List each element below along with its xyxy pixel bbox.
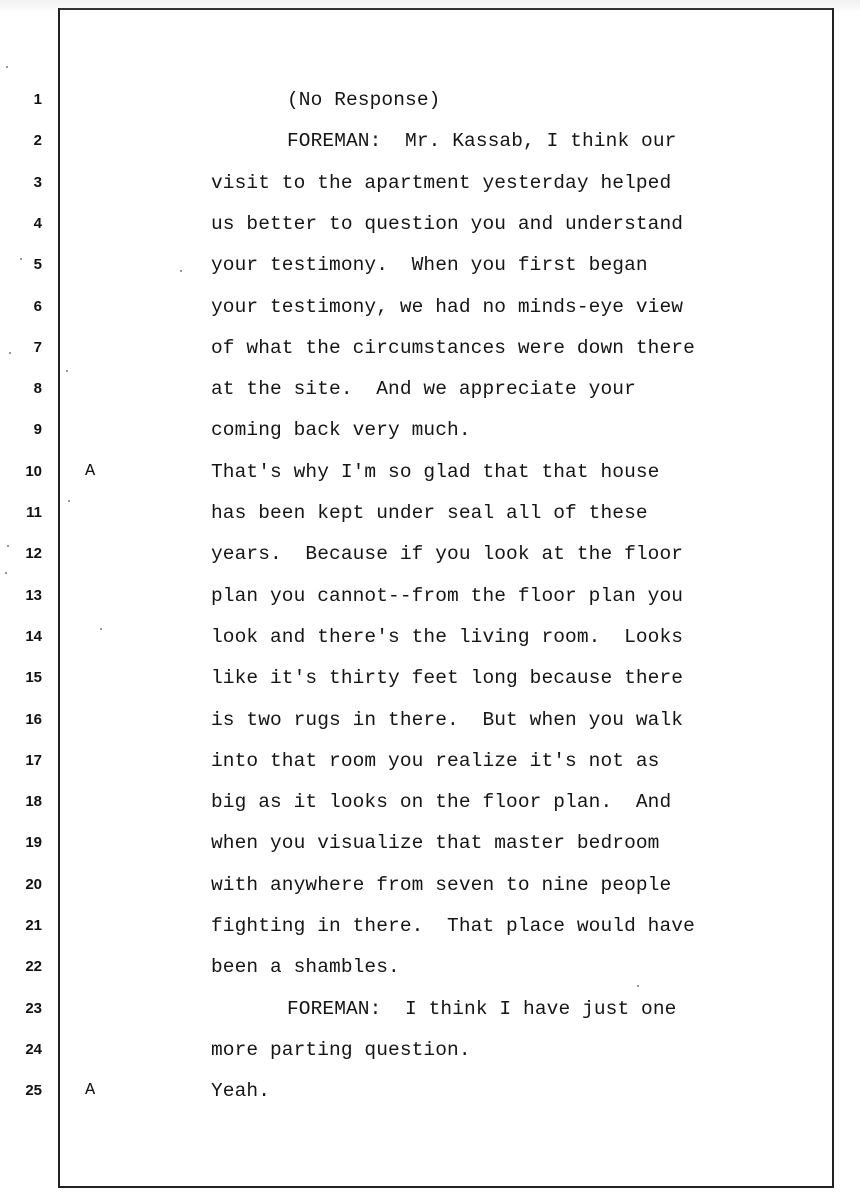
- speaker-label: A: [85, 462, 96, 481]
- transcript-line-text: Yeah.: [211, 1080, 271, 1102]
- scan-speck: [5, 572, 7, 574]
- line-number: 8: [33, 380, 42, 397]
- scan-speck: [100, 628, 102, 630]
- line-number: 22: [25, 958, 42, 975]
- transcript-line-text: like it's thirty feet long because there: [211, 667, 684, 689]
- transcript-line-text: big as it looks on the floor plan. And: [211, 791, 672, 813]
- transcript-line-text: visit to the apartment yesterday helped: [211, 172, 672, 194]
- transcript-line-text: with anywhere from seven to nine people: [211, 874, 672, 896]
- scan-speck: [637, 985, 639, 987]
- transcript-line-text: plan you cannot--from the floor plan you: [211, 585, 684, 607]
- line-number: 5: [33, 256, 42, 273]
- transcript-line-text: FOREMAN: I think I have just one: [287, 998, 677, 1020]
- line-number: 11: [26, 504, 42, 521]
- line-number: 16: [25, 711, 42, 728]
- transcript-line-text: is two rugs in there. But when you walk: [211, 709, 684, 731]
- line-number: 7: [33, 339, 42, 356]
- transcript-line-text: been a shambles.: [211, 956, 400, 978]
- transcript-line-text: your testimony. When you first began: [211, 254, 648, 276]
- transcript-line-text: look and there's the living room. Looks: [211, 626, 684, 648]
- transcript-line-text: us better to question you and understand: [211, 213, 684, 235]
- line-number: 19: [25, 834, 42, 851]
- scan-speck: [20, 258, 22, 260]
- transcript-line-text: coming back very much.: [211, 419, 471, 441]
- line-number: 25: [25, 1082, 42, 1099]
- transcript-line-text: has been kept under seal all of these: [211, 502, 648, 524]
- line-number: 9: [33, 421, 42, 438]
- transcript-line-text: years. Because if you look at the floor: [211, 543, 684, 565]
- line-number: 2: [33, 132, 42, 149]
- transcript-line-text: your testimony, we had no minds-eye view: [211, 296, 684, 318]
- line-number: 3: [33, 174, 42, 191]
- transcript-line-text: FOREMAN: Mr. Kassab, I think our: [287, 130, 677, 152]
- transcript-line-text: into that room you realize it's not as: [211, 750, 660, 772]
- line-number: 23: [25, 1000, 42, 1017]
- transcript-line-text: when you visualize that master bedroom: [211, 832, 660, 854]
- scan-edge-shading: [0, 0, 860, 14]
- scan-speck: [68, 500, 70, 502]
- transcript-line-text: at the site. And we appreciate your: [211, 378, 636, 400]
- line-number: 24: [25, 1041, 42, 1058]
- transcript-line-text: of what the circumstances were down there: [211, 337, 695, 359]
- line-number: 13: [25, 587, 42, 604]
- line-number: 20: [25, 876, 42, 893]
- page-border-right: [832, 8, 834, 1188]
- transcript-line-text: That's why I'm so glad that that house: [211, 461, 660, 483]
- scan-speck: [9, 352, 11, 354]
- line-number: 6: [33, 298, 42, 315]
- line-number: 4: [33, 215, 42, 232]
- transcript-line-text: more parting question.: [211, 1039, 471, 1061]
- scan-speck: [180, 270, 182, 272]
- line-number: 10: [25, 463, 42, 480]
- page-border-bottom: [58, 1186, 834, 1188]
- scan-speck: [66, 370, 68, 372]
- line-number: 15: [25, 669, 42, 686]
- scan-speck: [7, 545, 9, 547]
- page-border-left: [58, 8, 60, 1188]
- transcript-line-text: fighting in there. That place would have: [211, 915, 695, 937]
- page-border-top: [58, 8, 834, 10]
- line-number: 14: [25, 628, 42, 645]
- speaker-label: A: [85, 1081, 96, 1100]
- line-number: 17: [25, 752, 42, 769]
- transcript-line-text: (No Response): [287, 89, 441, 111]
- line-number: 12: [25, 545, 42, 562]
- line-number: 1: [33, 91, 42, 108]
- line-number: 21: [25, 917, 42, 934]
- scan-speck: [6, 66, 8, 68]
- line-number: 18: [25, 793, 42, 810]
